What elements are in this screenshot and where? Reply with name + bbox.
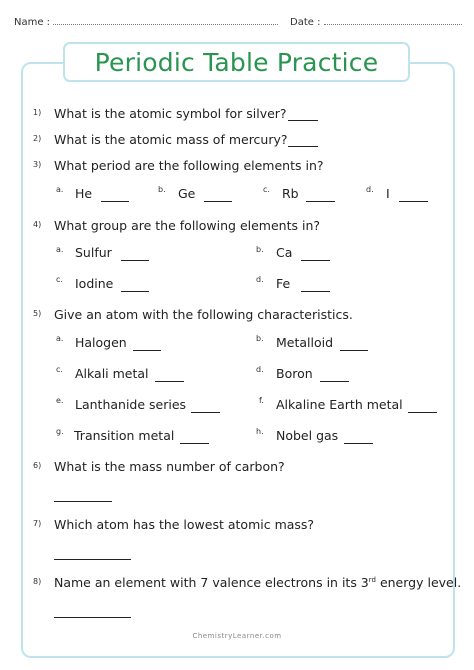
question-text: What is the mass number of carbon? (54, 459, 285, 474)
option-text: Ca (276, 245, 293, 260)
option-letter: c. (56, 275, 63, 284)
option-text: Boron (276, 366, 313, 381)
page-title: Periodic Table Practice (94, 47, 379, 77)
answer-blank[interactable] (288, 120, 318, 121)
option-letter: d. (256, 365, 264, 374)
option-letter: a. (56, 185, 64, 194)
superscript: rd (368, 575, 376, 584)
answer-blank[interactable] (344, 443, 373, 444)
date-field[interactable] (290, 15, 462, 28)
option-text: He (75, 186, 93, 201)
answer-blank[interactable] (133, 350, 161, 351)
question-text-part: energy level. (375, 575, 462, 590)
option-letter: b. (158, 185, 166, 194)
answer-blank[interactable] (54, 559, 131, 560)
option-letter: g. (56, 427, 64, 436)
option-letter: d. (366, 185, 374, 194)
answer-blank[interactable] (121, 291, 149, 292)
worksheet-frame (21, 62, 455, 658)
footer-credit: ChemistryLearner.com (192, 632, 282, 640)
name-field[interactable] (14, 15, 278, 28)
question-text-part: Name an element with 7 valence electrons in its 3 (54, 575, 369, 590)
option-letter: d. (256, 275, 264, 284)
question-text: Give an atom with the following characteristics. (54, 307, 353, 322)
option-text: Metalloid (276, 335, 334, 350)
question-number: 2) (33, 134, 42, 143)
option-text: Lanthanide series (75, 397, 187, 412)
question-number: 7) (33, 519, 42, 528)
name-line[interactable] (53, 15, 278, 25)
answer-blank[interactable] (191, 412, 220, 413)
option-text: Ge (178, 186, 196, 201)
option-letter: e. (56, 396, 64, 405)
answer-blank[interactable] (101, 201, 129, 202)
question-text: What is the atomic mass of mercury? (54, 132, 288, 147)
option-text: Halogen (75, 335, 127, 350)
question-number: 8) (33, 577, 42, 586)
answer-blank[interactable] (204, 201, 232, 202)
option-text: Fe (276, 276, 291, 291)
option-letter: h. (256, 427, 264, 436)
question-text: What period are the following elements in? (54, 158, 324, 173)
answer-blank[interactable] (54, 617, 131, 618)
question-text: What is the atomic symbol for silver? (54, 106, 287, 121)
option-text: I (386, 186, 390, 201)
option-letter: b. (256, 245, 264, 254)
answer-blank[interactable] (54, 501, 112, 502)
option-text: Iodine (75, 276, 114, 291)
option-text: Sulfur (75, 245, 112, 260)
answer-blank[interactable] (399, 201, 428, 202)
answer-blank[interactable] (155, 381, 184, 382)
answer-blank[interactable] (408, 412, 437, 413)
answer-blank[interactable] (301, 260, 330, 261)
option-text: Alkaline Earth metal (276, 397, 403, 412)
option-letter: c. (56, 365, 63, 374)
option-text: Alkali metal (75, 366, 149, 381)
answer-blank[interactable] (301, 291, 330, 292)
option-letter: c. (263, 185, 270, 194)
answer-blank[interactable] (340, 350, 368, 351)
option-text: Nobel gas (276, 428, 339, 443)
option-letter: f. (259, 396, 264, 405)
date-line[interactable] (324, 15, 462, 25)
question-text: Which atom has the lowest atomic mass? (54, 517, 315, 532)
option-letter: a. (56, 245, 64, 254)
title-banner (63, 42, 410, 82)
question-text: What group are the following elements in? (54, 218, 320, 233)
question-number: 3) (33, 160, 42, 169)
answer-blank[interactable] (180, 443, 209, 444)
question-text (54, 575, 461, 590)
answer-blank[interactable] (320, 381, 349, 382)
question-number: 4) (33, 220, 42, 229)
answer-blank[interactable] (121, 260, 149, 261)
question-number: 1) (33, 108, 42, 117)
option-text: Transition metal (74, 428, 175, 443)
option-letter: a. (56, 334, 64, 343)
name-label: Name : (14, 17, 51, 28)
answer-blank[interactable] (306, 201, 335, 202)
date-label: Date : (290, 17, 321, 28)
answer-blank[interactable] (288, 146, 318, 147)
option-text: Rb (282, 186, 299, 201)
question-number: 6) (33, 461, 42, 470)
option-letter: b. (256, 334, 264, 343)
question-number: 5) (33, 309, 42, 318)
